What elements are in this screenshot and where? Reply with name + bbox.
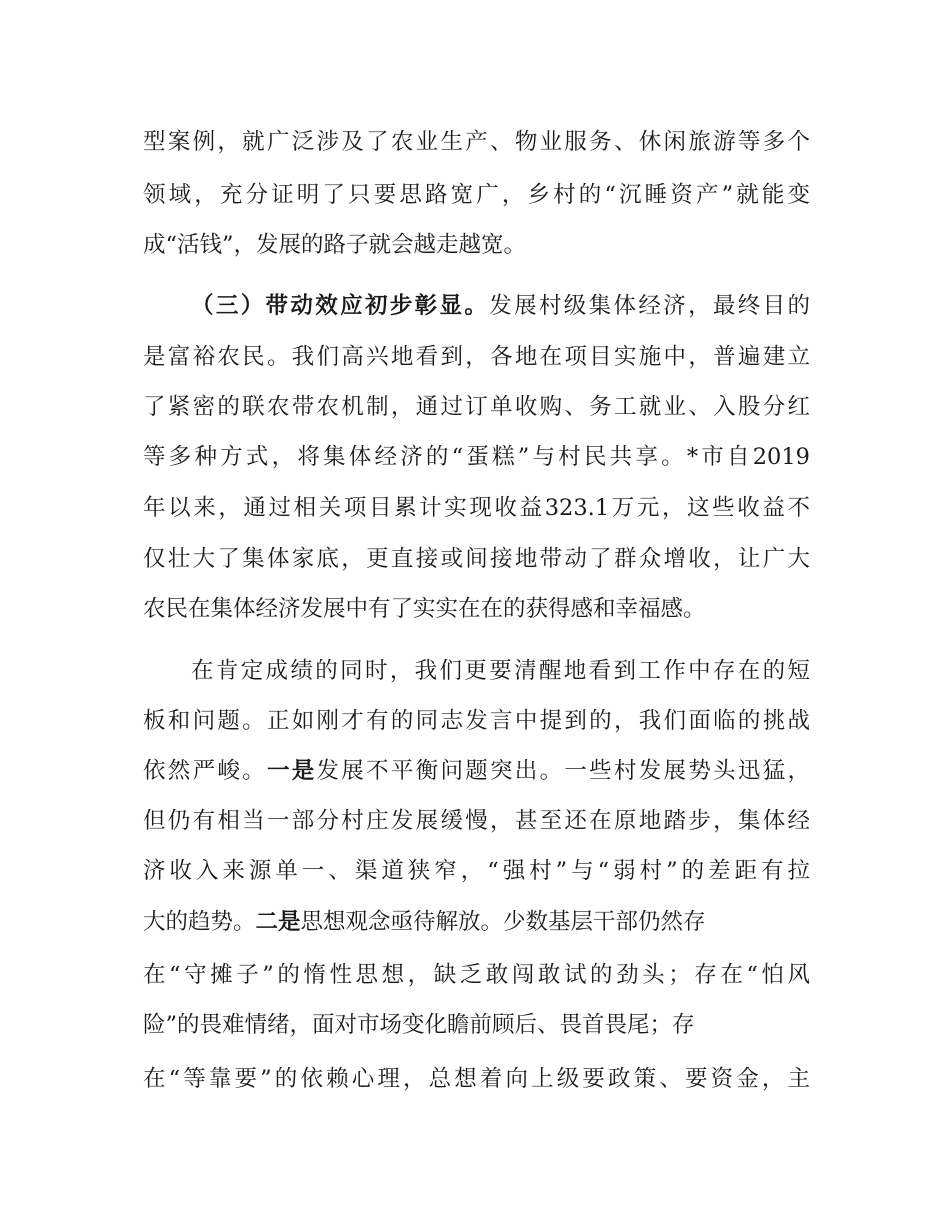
list-marker-one: 一是 — [266, 758, 317, 784]
paragraph-1-line-2: 领域，充分证明了只要思路宽广，乡村的“沉睡资产”就能变 — [143, 182, 810, 208]
paragraph-3-line-7: 在“守摊子”的惰性思想，缺乏敢闯敢试的劲头；存在“怕风 — [143, 962, 810, 988]
paragraph-2-line-3: 了紧密的联农带农机制，通过订单收购、务工就业、入股分红 — [143, 394, 810, 420]
paragraph-3-line-6 — [143, 907, 810, 937]
paragraph-3-line-3-post: 发展不平衡问题突出。一些村发展势头迅猛， — [316, 758, 810, 784]
paragraph-2-line-2: 是富裕农民。我们高兴地看到，各地在项目实施中，普遍建立 — [143, 344, 810, 370]
paragraph-3-line-6-pre: 大的趋势。 — [143, 909, 256, 935]
list-marker-two: 二是 — [255, 909, 301, 935]
paragraph-2-line-1-text: 发展村级集体经济，最终目的 — [489, 293, 810, 319]
paragraph-3-line-1: 在肯定成绩的同时，我们更要清醒地看到工作中存在的短 — [191, 658, 810, 684]
paragraph-1-line-1: 型案例，就广泛涉及了农业生产、物业服务、休闲旅游等多个 — [143, 129, 810, 155]
paragraph-3-line-8: 险”的畏难情绪，面对市场变化瞻前顾后、畏首畏尾；存 — [143, 1012, 695, 1038]
paragraph-3-line-9: 在“等靠要”的依赖心理，总想着向上级要政策、要资金，主 — [143, 1066, 810, 1092]
paragraph-3-line-6-post: 思想观念亟待解放。少数基层干部仍然存 — [300, 909, 706, 935]
section-heading: （三）带动效应初步彰显。 — [191, 293, 490, 319]
paragraph-3-line-3-pre: 依然严峻。 — [143, 758, 267, 784]
paragraph-2-line-1 — [191, 291, 810, 321]
paragraph-2-line-7: 农民在集体经济发展中有了实实在在的获得感和幸福感。 — [143, 596, 706, 622]
paragraph-2-line-6: 仅壮大了集体家底，更直接或间接地带动了群众增收，让广大 — [143, 546, 810, 572]
paragraph-2-line-4: 等多种方式，将集体经济的“蛋糕”与村民共享。*市自2019 — [143, 444, 810, 470]
paragraph-3-line-2: 板和问题。正如刚才有的同志发言中提到的，我们面临的挑战 — [143, 708, 810, 734]
paragraph-3-line-4: 但仍有相当一部分村庄发展缓慢，甚至还在原地踏步，集体经 — [143, 808, 810, 834]
paragraph-3-line-5: 济收入来源单一、渠道狭窄，“强村”与“弱村”的差距有拉 — [143, 858, 810, 884]
paragraph-3-line-3 — [143, 756, 810, 786]
paragraph-2-line-5: 年以来，通过相关项目累计实现收益323.1万元，这些收益不 — [143, 495, 810, 521]
paragraph-1-line-3: 成“活钱”，发展的路子就会越走越宽。 — [143, 232, 527, 258]
